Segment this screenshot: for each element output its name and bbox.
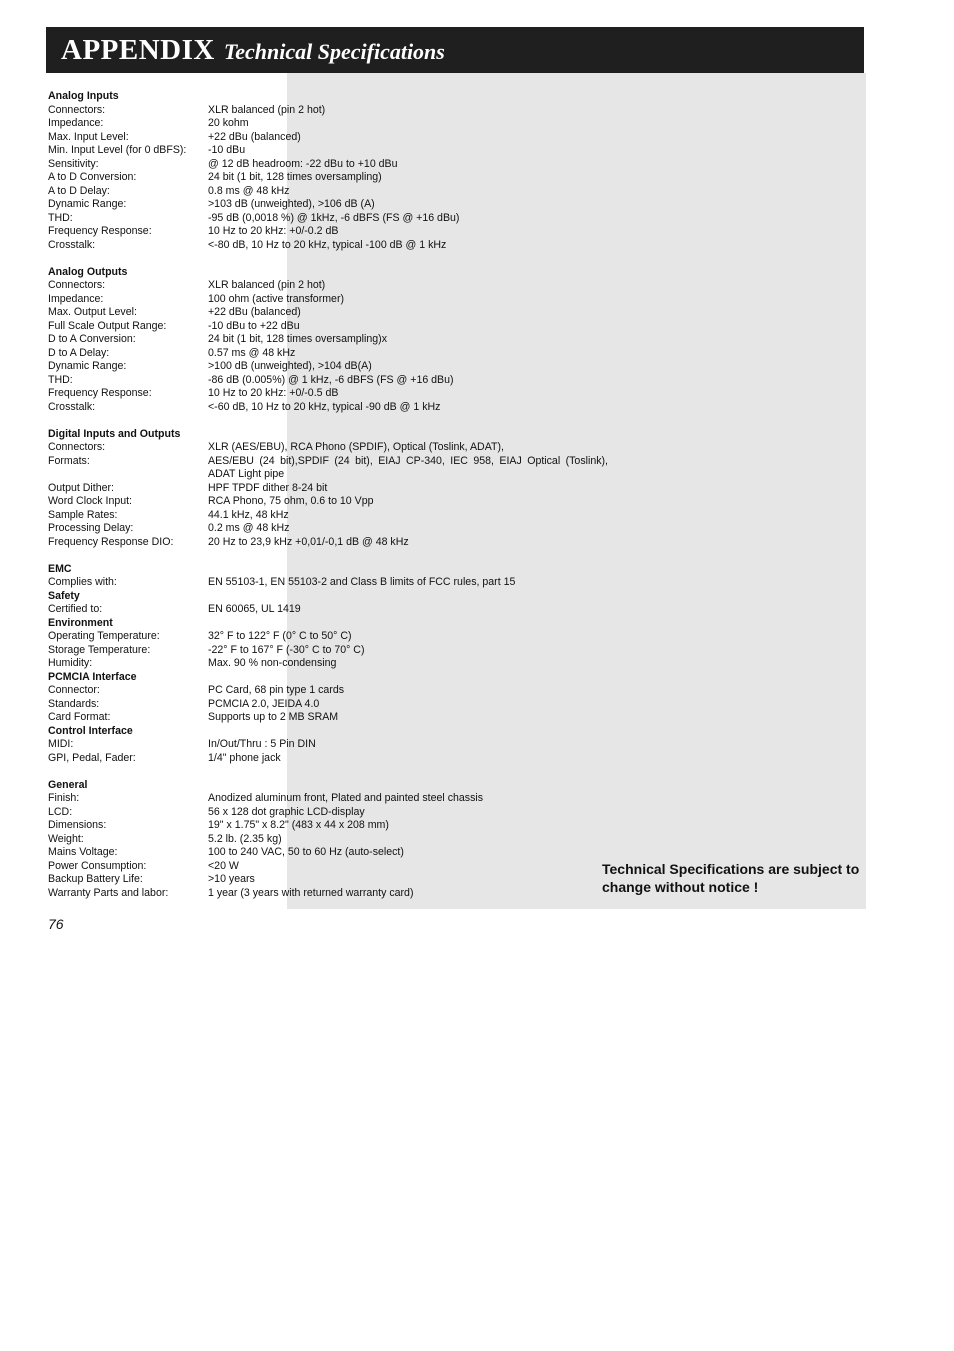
spec-value: In/Out/Thru : 5 Pin DIN — [208, 738, 316, 750]
spec-row — [48, 644, 608, 658]
spec-value: 1 year (3 years with returned warranty card) — [208, 886, 414, 899]
spec-section — [48, 725, 608, 766]
spec-row — [48, 887, 608, 901]
spec-label: Sensitivity: — [48, 157, 99, 170]
spec-label: A to D Delay: — [48, 184, 110, 197]
spec-label: Standards: — [48, 697, 100, 710]
spec-row — [48, 536, 608, 550]
spec-row — [48, 441, 608, 455]
spec-row — [48, 806, 608, 820]
spec-value: Anodized aluminum front, Plated and painted steel chassis — [208, 792, 484, 804]
spec-label: Processing Delay: — [48, 522, 134, 534]
spec-row — [48, 698, 608, 712]
spec-value: @ 12 dB headroom: -22 dBu to +10 dBu — [208, 157, 398, 170]
spec-value: 0.2 ms @ 48 kHz — [208, 522, 290, 534]
spec-value: 0.57 ms @ 48 kHz — [208, 346, 296, 359]
spec-value: 0.8 ms @ 48 kHz — [208, 184, 290, 197]
spec-label: Formats: — [48, 454, 90, 467]
spec-label: Frequency Response: — [48, 387, 152, 399]
spec-value: +22 dBu (balanced) — [208, 306, 301, 318]
spec-value: XLR balanced (pin 2 hot) — [208, 103, 326, 116]
spec-value: 20 kohm — [208, 117, 249, 129]
header-title: APPENDIX — [61, 33, 215, 66]
spec-value: Max. 90 % non-condensing — [208, 657, 337, 669]
spec-row — [48, 684, 608, 698]
spec-label: Connectors: — [48, 279, 106, 291]
spec-value: PCMCIA 2.0, JEIDA 4.0 — [208, 697, 320, 710]
spec-value: -86 dB (0.005%) @ 1 kHz, -6 dBFS (FS @ +16 dBu) — [208, 373, 454, 386]
spec-value: 20 Hz to 23,9 kHz +0,01/-0,1 dB @ 48 kHz — [208, 535, 409, 548]
spec-label: Max. Output Level: — [48, 306, 137, 318]
spec-row — [48, 320, 608, 334]
spec-section — [48, 563, 608, 590]
spec-label: Max. Input Level: — [48, 130, 129, 143]
spec-value: >10 years — [208, 873, 255, 885]
spec-section — [48, 266, 608, 415]
spec-label: Min. Input Level (for 0 dBFS): — [48, 144, 187, 156]
spec-row — [48, 630, 608, 644]
spec-label: Dynamic Range: — [48, 198, 127, 210]
spec-value: -95 dB (0,0018 %) @ 1kHz, -6 dBFS (FS @ +16 dBu) — [208, 211, 460, 224]
spec-row — [48, 576, 608, 590]
spec-value: 100 to 240 VAC, 50 to 60 Hz (auto-select) — [208, 846, 404, 858]
spec-label: D to A Delay: — [48, 346, 110, 359]
spec-row — [48, 225, 608, 239]
spec-label: THD: — [48, 211, 73, 224]
spec-label: Power Consumption: — [48, 859, 147, 872]
spec-row — [48, 482, 608, 496]
spec-value: <20 W — [208, 859, 239, 872]
spec-value: -10 dBu to +22 dBu — [208, 319, 300, 332]
spec-label: A to D Conversion: — [48, 171, 137, 183]
header-subtitle: Technical Specifications — [223, 39, 445, 64]
spec-label: Warranty Parts and labor: — [48, 886, 169, 899]
section-title: EMC — [48, 562, 72, 575]
spec-row — [48, 185, 608, 199]
spec-label: GPI, Pedal, Fader: — [48, 751, 136, 764]
spec-value: 32° F to 122° F (0° C to 50° C) — [208, 630, 352, 642]
spec-row — [48, 347, 608, 361]
spec-row — [48, 131, 608, 145]
spec-label: MIDI: — [48, 738, 74, 750]
spec-row — [48, 752, 608, 766]
spec-row — [48, 833, 608, 847]
section-title: General — [48, 778, 88, 791]
spec-row — [48, 117, 608, 131]
section-title: Digital Inputs and Outputs — [48, 427, 181, 440]
spec-row — [48, 846, 608, 860]
spec-row — [48, 860, 608, 874]
spec-label: D to A Conversion: — [48, 333, 136, 345]
section-title: Safety — [48, 589, 80, 602]
spec-row — [48, 374, 608, 388]
spec-value: 10 Hz to 20 kHz: +0/-0.5 dB — [208, 387, 339, 399]
spec-row — [48, 158, 608, 172]
spec-row — [48, 239, 608, 253]
spec-label: Impedance: — [48, 292, 104, 305]
spec-value: Supports up to 2 MB SRAM — [208, 711, 339, 723]
spec-value: <-80 dB, 10 Hz to 20 kHz, typical -100 dB @ 1 kHz — [208, 238, 447, 251]
spec-section — [48, 590, 608, 617]
spec-value: 44.1 kHz, 48 kHz — [208, 508, 289, 521]
spec-row — [48, 171, 608, 185]
spec-label: Full Scale Output Range: — [48, 319, 167, 332]
spec-row — [48, 792, 608, 806]
spec-section — [48, 428, 608, 550]
spec-label: Humidity: — [48, 657, 93, 669]
spec-label: Crosstalk: — [48, 400, 96, 413]
spec-label: Dimensions: — [48, 819, 107, 831]
spec-label: Storage Temperature: — [48, 643, 151, 656]
spec-row — [48, 279, 608, 293]
spec-label: Impedance: — [48, 117, 104, 129]
spec-value: EN 60065, UL 1419 — [208, 603, 301, 615]
spec-row — [48, 104, 608, 118]
spec-value: 56 x 128 dot graphic LCD-display — [208, 805, 365, 818]
spec-section — [48, 90, 608, 252]
spec-row — [48, 144, 608, 158]
spec-label: Crosstalk: — [48, 238, 96, 251]
spec-row — [48, 873, 608, 887]
spec-value: EN 55103-1, EN 55103-2 and Class B limits of FCC rules, part 15 — [208, 576, 516, 588]
spec-label: LCD: — [48, 805, 73, 818]
spec-row — [48, 401, 608, 415]
spec-value: -22° F to 167° F (-30° C to 70° C) — [208, 643, 365, 656]
spec-row — [48, 333, 608, 347]
spec-label: Weight: — [48, 832, 84, 845]
spec-value: 24 bit (1 bit, 128 times oversampling)x — [208, 333, 387, 345]
spec-value: XLR (AES/EBU), RCA Phono (SPDIF), Optical (Toslink, ADAT), — [208, 441, 504, 453]
spec-value: >100 dB (unweighted), >104 dB(A) — [208, 360, 372, 372]
spec-label: Dynamic Range: — [48, 360, 127, 372]
spec-value: HPF TPDF dither 8-24 bit — [208, 481, 328, 494]
page-number: 76 — [48, 916, 64, 932]
spec-section — [48, 617, 608, 671]
spec-label: THD: — [48, 373, 73, 386]
spec-label: Output Dither: — [48, 481, 114, 494]
spec-label: Connectors: — [48, 103, 106, 116]
spec-value: XLR balanced (pin 2 hot) — [208, 279, 326, 291]
spec-label: Operating Temperature: — [48, 630, 160, 642]
change-notice: Technical Specifications are subject to change without notice ! — [602, 861, 860, 895]
spec-row — [48, 455, 608, 482]
spec-row — [48, 657, 608, 671]
spec-label: Frequency Response DIO: — [48, 535, 174, 548]
spec-row — [48, 711, 608, 725]
spec-row — [48, 819, 608, 833]
spec-value: +22 dBu (balanced) — [208, 130, 301, 143]
page-header — [46, 27, 864, 73]
spec-row — [48, 387, 608, 401]
spec-row — [48, 603, 608, 617]
spec-value: RCA Phono, 75 ohm, 0.6 to 10 Vpp — [208, 495, 374, 507]
spec-row — [48, 360, 608, 374]
section-title: Analog Outputs — [48, 265, 128, 278]
spec-row — [48, 293, 608, 307]
spec-label: Mains Voltage: — [48, 846, 118, 858]
spec-row — [48, 212, 608, 226]
spec-row — [48, 198, 608, 212]
spec-value: -10 dBu — [208, 144, 246, 156]
spec-value: PC Card, 68 pin type 1 cards — [208, 684, 345, 696]
spec-label: Certified to: — [48, 603, 103, 615]
spec-row — [48, 522, 608, 536]
section-title: PCMCIA Interface — [48, 670, 137, 683]
spec-row — [48, 738, 608, 752]
spec-label: Connectors: — [48, 441, 106, 453]
spec-section — [48, 779, 608, 901]
spec-value: AES/EBU (24 bit),SPDIF (24 bit), EIAJ CP-340, IEC 958, EIAJ Optical (Toslink), ADAT Light pipe — [208, 454, 608, 480]
spec-value: 1/4" phone jack — [208, 751, 281, 764]
spec-row — [48, 509, 608, 523]
spec-value: <-60 dB, 10 Hz to 20 kHz, typical -90 dB @ 1 kHz — [208, 400, 441, 413]
spec-value: 19" x 1.75" x 8.2" (483 x 44 x 208 mm) — [208, 819, 389, 831]
spec-list — [48, 90, 608, 914]
spec-value: 100 ohm (active transformer) — [208, 292, 345, 305]
spec-label: Finish: — [48, 792, 80, 804]
spec-label: Frequency Response: — [48, 225, 152, 237]
section-title: Control Interface — [48, 724, 133, 737]
spec-value: 24 bit (1 bit, 128 times oversampling) — [208, 171, 382, 183]
spec-value: 5.2 lb. (2.35 kg) — [208, 832, 282, 845]
spec-label: Complies with: — [48, 576, 117, 588]
spec-row — [48, 306, 608, 320]
section-title: Environment — [48, 616, 113, 629]
spec-label: Card Format: — [48, 711, 111, 723]
spec-row — [48, 495, 608, 509]
spec-label: Connector: — [48, 684, 100, 696]
spec-section — [48, 671, 608, 725]
spec-label: Backup Battery Life: — [48, 873, 143, 885]
spec-label: Sample Rates: — [48, 508, 118, 521]
spec-value: 10 Hz to 20 kHz: +0/-0.2 dB — [208, 225, 339, 237]
section-title: Analog Inputs — [48, 90, 119, 102]
spec-value: >103 dB (unweighted), >106 dB (A) — [208, 198, 375, 210]
spec-label: Word Clock Input: — [48, 495, 132, 507]
